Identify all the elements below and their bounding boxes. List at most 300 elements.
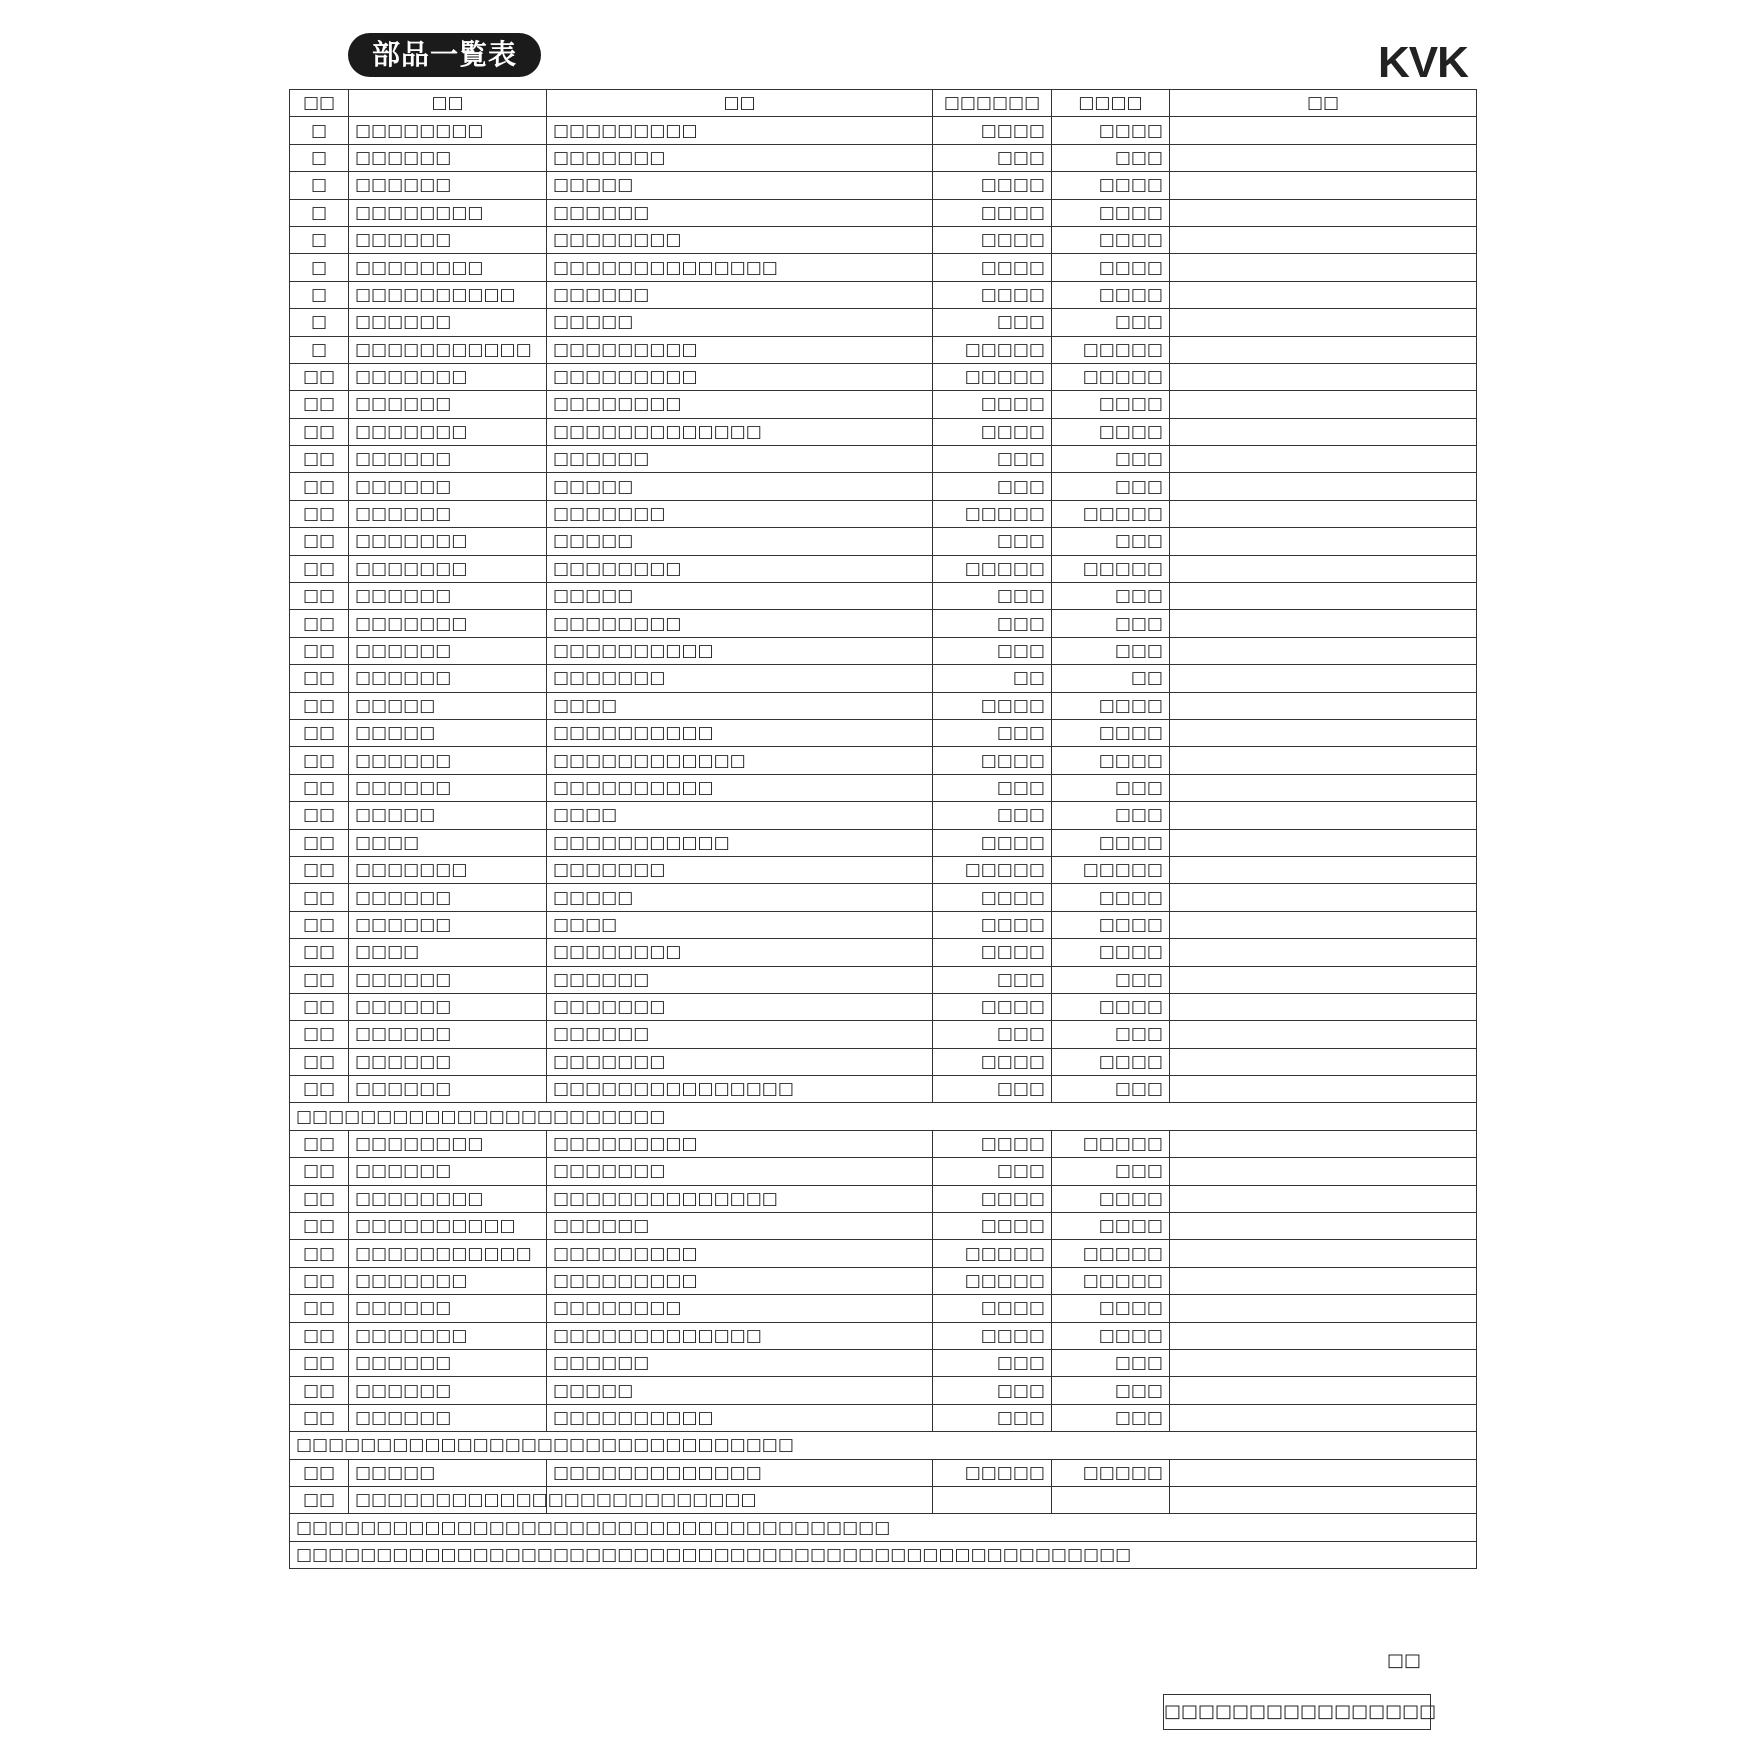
cell-p1: □□□□ [933,884,1052,911]
table-row [290,500,1477,527]
cell-note [1170,719,1477,746]
cell-no: □□ [290,1349,349,1376]
cell-no: □□ [290,1267,349,1294]
table-row [290,802,1477,829]
table-row [290,473,1477,500]
cell-code: □□□□□□ [349,226,547,253]
cell-no: □ [290,309,349,336]
cell-p1: □□□ [933,802,1052,829]
cell-note [1170,473,1477,500]
cell-name: □□□□□□□ [547,500,933,527]
cell-p1: □□□ [933,473,1052,500]
cell-no: □ [290,336,349,363]
cell-no: □□ [290,774,349,801]
cell-no: □□ [290,1459,349,1486]
cell-name: □□□□□□□□□□□□□ [547,418,933,445]
cell-p1: □□□□ [933,199,1052,226]
cell-p2: □□□ [1052,309,1170,336]
cell-code: □□□□□□ [349,1158,547,1185]
cell-p2: □□□ [1052,1404,1170,1431]
cell-no: □□ [290,1240,349,1267]
cell-p2: □□□ [1052,1377,1170,1404]
cell-code: □□□□□□ [349,144,547,171]
cell-p1: □□□□ [933,1213,1052,1240]
cell-p1: □□□ [933,528,1052,555]
cell-code: □□□□□□□□ [349,1185,547,1212]
cell-p2: □□□□ [1052,692,1170,719]
cell-p1 [933,1486,1052,1513]
cell-p1: □□□□ [933,692,1052,719]
cell-code: □□□□□□□□ [349,254,547,281]
table-row [290,583,1477,610]
footnote: □□□□□□□□□□□□□□□□□□□□□□□□□□□□□□□□□□□□□□□□□□□□□□□□□□□□ [290,1541,1477,1568]
cell-p1: □□□ [933,1021,1052,1048]
cell-no: □□ [290,1377,349,1404]
cell-p2: □□□□ [1052,829,1170,856]
cell-no: □ [290,254,349,281]
cell-no: □□ [290,418,349,445]
table-row [290,226,1477,253]
cell-p1: □□□□□ [933,1459,1052,1486]
cell-p2: □□□□□ [1052,1240,1170,1267]
section-heading: □□□□□□□□□□□□□□□□□□□□□□□□□□□□□□□ [290,1432,1477,1459]
table-row [290,939,1477,966]
page-title: 部品一覧表 [348,33,541,77]
cell-name: □□□□ [547,692,933,719]
cell-code: □□□□□□ [349,446,547,473]
cell-name: □□□□□□□ [547,856,933,883]
cell-p1: □□□□□ [933,1267,1052,1294]
cell-p1: □□□□ [933,1048,1052,1075]
cell-name: □□□□□□□ [547,144,933,171]
cell-no: □□ [290,500,349,527]
cell-code: □□□□□ [349,802,547,829]
cell-p2: □□□□ [1052,747,1170,774]
cell-code: □□□□□□ [349,583,547,610]
cell-code: □□□□□□□□ [349,1130,547,1157]
cell-note [1170,1322,1477,1349]
cell-name: □□□□□□□□ [547,555,933,582]
cell-note [1170,336,1477,363]
cell-no: □□ [290,583,349,610]
table-row [290,418,1477,445]
cell-name: □□□□□□□ [547,993,933,1020]
cell-name: □□□□□□ [547,966,933,993]
cell-note [1170,1213,1477,1240]
cell-name: □□□□□□ [547,281,933,308]
table-row [290,144,1477,171]
cell-p2: □□□□ [1052,226,1170,253]
table-row [290,1158,1477,1185]
column-header-price1: □□□□□□ [933,90,1052,117]
brand-logo: KVK [1378,38,1468,87]
cell-p2: □□□□ [1052,1185,1170,1212]
footnote: □□□□□□□□□□□□□□□□□□□□□□□□□□□□□□□□□□□□□ [290,1514,1477,1541]
cell-code: □□□□□□□□ [349,117,547,144]
cell-no: □□ [290,1486,349,1513]
cell-note [1170,1349,1477,1376]
cell-note [1170,254,1477,281]
cell-no: □□ [290,966,349,993]
cell-name: □□□□ [547,802,933,829]
cell-note [1170,1295,1477,1322]
cell-code: □□□□□□ [349,473,547,500]
cell-no: □□ [290,555,349,582]
table-row [290,363,1477,390]
cell-name: □□□□□ [547,309,933,336]
table-row [290,1185,1477,1212]
cell-p2: □□□ [1052,1076,1170,1103]
cell-no: □□ [290,884,349,911]
table-row [290,1486,1477,1513]
cell-p2: □□□□□ [1052,1459,1170,1486]
cell-code: □□□□□ [349,1459,547,1486]
table-row [290,1048,1477,1075]
cell-p2: □□□□ [1052,281,1170,308]
cell-note [1170,1459,1477,1486]
table-row [290,555,1477,582]
cell-p2: □□□ [1052,610,1170,637]
table-row [290,1404,1477,1431]
table-row [290,774,1477,801]
cell-p2: □□□□ [1052,1295,1170,1322]
table-row [290,911,1477,938]
footnote-row [290,1541,1477,1568]
table-row [290,1076,1477,1103]
cell-name: □□□□□□□□□□ [547,1404,933,1431]
cell-p1: □□□□□ [933,1240,1052,1267]
cell-note [1170,199,1477,226]
cell-name: □□□□□□□□□□□□□□□ [547,1076,933,1103]
cell-no: □□ [290,363,349,390]
cell-code: □□□□□□ [349,500,547,527]
cell-p2: □□□ [1052,1158,1170,1185]
cell-code: □□□□□□ [349,172,547,199]
cell-p2: □□□□ [1052,939,1170,966]
table-row [290,747,1477,774]
cell-code: □□□□□□□□□□□ [349,336,547,363]
cell-note [1170,911,1477,938]
cell-note [1170,281,1477,308]
cell-code: □□□□□□ [349,1048,547,1075]
cell-code: □□□□□□□ [349,856,547,883]
cell-p2: □□□ [1052,144,1170,171]
cell-name: □□□□□□□ [547,1158,933,1185]
cell-p1: □□□ [933,144,1052,171]
cell-code: □□□□□□ [349,1021,547,1048]
cell-p2: □□□□□ [1052,555,1170,582]
cell-note [1170,829,1477,856]
table-row [290,719,1477,746]
cell-name: □□□□□ [547,473,933,500]
cell-code: □□□□□□ [349,1377,547,1404]
cell-code: □□□□□□ [349,309,547,336]
cell-name: □□□□□□□□□□ [547,637,933,664]
cell-note [1170,309,1477,336]
cell-note [1170,692,1477,719]
table-row [290,281,1477,308]
cell-p1: □□□ [933,610,1052,637]
cell-note [1170,747,1477,774]
cell-no: □□ [290,637,349,664]
cell-no: □□ [290,802,349,829]
cell-code: □□□□□□□ [349,528,547,555]
table-row [290,336,1477,363]
cell-p2: □□□□ [1052,1322,1170,1349]
cell-p1: □□□□ [933,226,1052,253]
cell-name: □□□□□□□□□ [547,1130,933,1157]
cell-note [1170,117,1477,144]
table-header-row [290,90,1477,117]
cell-code: □□□□□□□ [349,418,547,445]
cell-no: □□ [290,1021,349,1048]
cell-code: □□□□ [349,939,547,966]
cell-no: □ [290,281,349,308]
cell-p1: □□□□ [933,281,1052,308]
table-row [290,309,1477,336]
cell-p1: □□□□ [933,1185,1052,1212]
cell-name: □□□□ [547,911,933,938]
cell-p1: □□□ [933,446,1052,473]
cell-code: □□□□□□□ [349,1267,547,1294]
cell-name: □□□□□□□□□ [547,363,933,390]
cell-p1: □□□ [933,719,1052,746]
cell-p2: □□□□ [1052,1048,1170,1075]
footnote-row [290,1514,1477,1541]
cell-p1: □□□□□ [933,555,1052,582]
cell-note [1170,391,1477,418]
document-code: □□□□□□□□□□□□□□□□ [1163,1694,1431,1730]
cell-code: □□□□ [349,829,547,856]
page-number: □□ [1387,1650,1422,1671]
cell-no: □ [290,117,349,144]
cell-no: □□ [290,993,349,1020]
cell-code: □□□□□□ [349,1295,547,1322]
cell-p1: □□□□ [933,747,1052,774]
cell-p1: □□□□□ [933,500,1052,527]
cell-name: □□□□□□□□□□□□ [547,747,933,774]
cell-no: □□ [290,829,349,856]
table-row [290,172,1477,199]
table-row [290,966,1477,993]
cell-code: □□□□□□□□□□□ [349,1240,547,1267]
cell-note [1170,1377,1477,1404]
cell-note [1170,1240,1477,1267]
cell-no: □□ [290,473,349,500]
column-header-note: □□ [1170,90,1477,117]
cell-p1: □□□ [933,1377,1052,1404]
cell-p2: □□□□□ [1052,1267,1170,1294]
cell-code: □□□□□□ [349,993,547,1020]
parts-table [289,89,1477,1569]
table-row [290,391,1477,418]
column-header-name: □□ [547,90,933,117]
cell-name: □□□□□□□□□□□□□□ [547,1185,933,1212]
cell-p2: □□□ [1052,583,1170,610]
cell-no: □□ [290,1130,349,1157]
cell-p1: □□□ [933,1158,1052,1185]
cell-note [1170,884,1477,911]
cell-name: □□□□□□□□ [547,1295,933,1322]
cell-no: □□ [290,747,349,774]
cell-p2: □□□□ [1052,418,1170,445]
cell-name: □□□□□□□ [547,1048,933,1075]
cell-note [1170,226,1477,253]
cell-name: □□□□□□□□□ [547,1267,933,1294]
cell-no: □□ [290,1048,349,1075]
cell-code: □□□□□□ [349,1349,547,1376]
table-row [290,1130,1477,1157]
cell-p1: □□□ [933,966,1052,993]
cell-name: □□□□□ [547,528,933,555]
cell-no: □□ [290,1076,349,1103]
cell-no: □ [290,226,349,253]
cell-p1: □□□□□ [933,336,1052,363]
cell-note [1170,966,1477,993]
cell-p2: □□□ [1052,802,1170,829]
cell-no: □□ [290,1158,349,1185]
table-row [290,1349,1477,1376]
cell-p2: □□□ [1052,774,1170,801]
cell-no: □□ [290,1295,349,1322]
cell-p2: □□□ [1052,446,1170,473]
cell-name: □□□□□□□□□ [547,1240,933,1267]
cell-p1: □□□□ [933,1295,1052,1322]
cell-note [1170,1267,1477,1294]
table-row [290,856,1477,883]
cell-p1: □□ [933,665,1052,692]
table-row [290,1295,1477,1322]
cell-no: □□ [290,610,349,637]
table-row [290,1021,1477,1048]
section-heading-row [290,1432,1477,1459]
cell-p1: □□□ [933,637,1052,664]
cell-note [1170,610,1477,637]
cell-name: □□□□□□ [547,1213,933,1240]
cell-note [1170,446,1477,473]
cell-note [1170,500,1477,527]
cell-name: □□□□□□□□ [547,391,933,418]
cell-note [1170,665,1477,692]
cell-name: □□□□□□□□ [547,226,933,253]
cell-p1: □□□□ [933,117,1052,144]
cell-p1: □□□ [933,1076,1052,1103]
cell-code: □□□□□ [349,692,547,719]
cell-p2: □□□ [1052,1349,1170,1376]
cell-code: □□□□□□ [349,637,547,664]
cell-no: □□ [290,1404,349,1431]
cell-name: □□□□□□□□ [547,939,933,966]
cell-note [1170,363,1477,390]
cell-p1: □□□□ [933,911,1052,938]
cell-code: □□□□□□ [349,774,547,801]
cell-p1: □□□□ [933,1322,1052,1349]
cell-note [1170,555,1477,582]
cell-note [1170,774,1477,801]
cell-note [1170,802,1477,829]
cell-no: □□ [290,939,349,966]
cell-no: □ [290,172,349,199]
cell-name: □□□□□□□□□ [547,117,933,144]
cell-name: □□□□□□ [547,1349,933,1376]
cell-code: □□□□□□□□□□□□□□□□□□□□□□□□□ [349,1486,547,1513]
table-row [290,665,1477,692]
cell-name: □□□□□□□□□□□□□□ [547,254,933,281]
cell-name: □□□□□□□□□□□□□ [547,1459,933,1486]
table-row [290,884,1477,911]
cell-p2: □□□□ [1052,911,1170,938]
cell-code: □□□□□□□ [349,610,547,637]
cell-p1: □□□□ [933,939,1052,966]
cell-code: □□□□□□□ [349,555,547,582]
cell-no: □□ [290,391,349,418]
table-row [290,1267,1477,1294]
table-row [290,692,1477,719]
cell-p2: □□□ [1052,637,1170,664]
cell-code: □□□□□□ [349,966,547,993]
cell-name: □□□□□□ [547,199,933,226]
cell-p2: □□□□□ [1052,1130,1170,1157]
table-row [290,1240,1477,1267]
cell-p1: □□□□□ [933,856,1052,883]
table-row [290,1377,1477,1404]
cell-no: □□ [290,719,349,746]
table-row [290,829,1477,856]
cell-code: □□□□□□□ [349,363,547,390]
cell-note [1170,637,1477,664]
cell-note [1170,939,1477,966]
cell-no: □□ [290,692,349,719]
cell-code: □□□□□□ [349,1404,547,1431]
cell-p1: □□□ [933,1349,1052,1376]
cell-p2: □□□□ [1052,172,1170,199]
cell-no: □□ [290,446,349,473]
cell-name: □□□□□□□□□□ [547,774,933,801]
cell-note [1170,1130,1477,1157]
table-row [290,637,1477,664]
cell-p2: □□□□ [1052,884,1170,911]
cell-code: □□□□□□ [349,1076,547,1103]
cell-name: □□□□□□ [547,1021,933,1048]
cell-note [1170,144,1477,171]
cell-code: □□□□□□ [349,747,547,774]
cell-note [1170,583,1477,610]
table-row [290,199,1477,226]
table-row [290,993,1477,1020]
cell-p2: □□□□□ [1052,500,1170,527]
cell-note [1170,1404,1477,1431]
cell-code: □□□□□□□□ [349,199,547,226]
cell-name: □□□□□□□□□ [547,336,933,363]
cell-note [1170,1048,1477,1075]
cell-p1: □□□ [933,583,1052,610]
cell-code: □□□□□ [349,719,547,746]
cell-code: □□□□□□□ [349,1322,547,1349]
cell-name: □□□□□□□ [547,665,933,692]
table-row [290,1459,1477,1486]
cell-p2: □□□ [1052,528,1170,555]
cell-name: □□□□□□□□ [547,610,933,637]
cell-p2: □□□ [1052,1021,1170,1048]
cell-p1: □□□□ [933,391,1052,418]
cell-p2: □□□□□ [1052,336,1170,363]
cell-p1: □□□□ [933,172,1052,199]
cell-no: □□ [290,1185,349,1212]
cell-p2: □□□□ [1052,117,1170,144]
cell-p2: □□□□ [1052,993,1170,1020]
cell-note [1170,528,1477,555]
cell-name: □□□□□ [547,1377,933,1404]
